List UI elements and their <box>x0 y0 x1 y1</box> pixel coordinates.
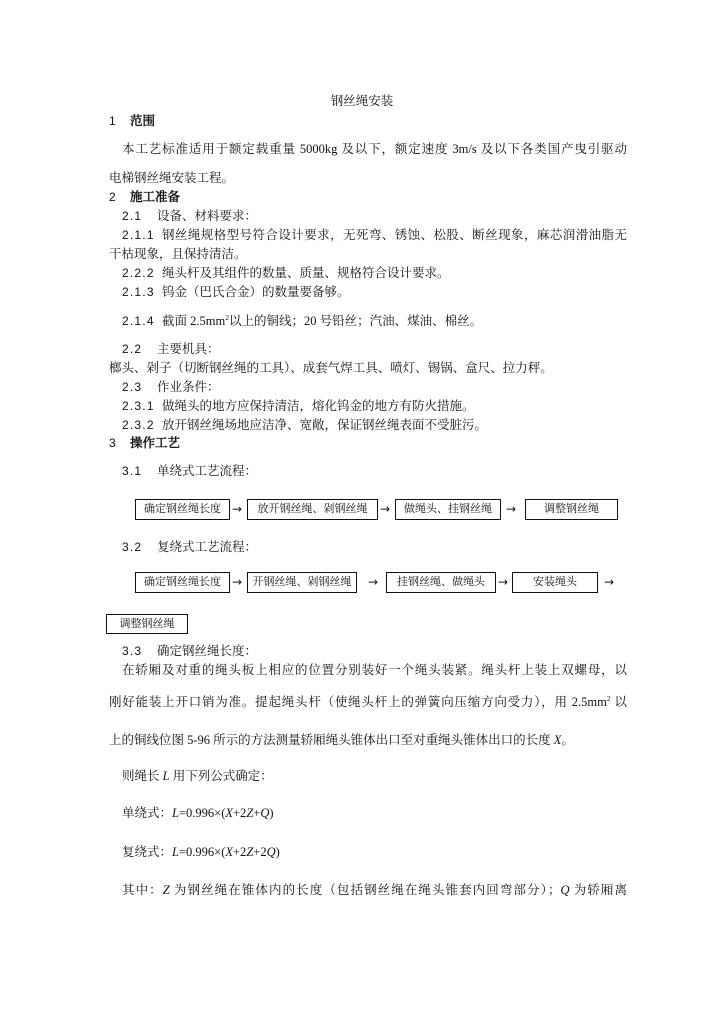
item-2-1-3-number: 2.1.3 <box>122 285 155 299</box>
rope-length-line-1: 在轿厢及对重的绳头板上相应的位置分别装好一个绳头装紧。绳头杆上装上双螺母，以 <box>122 663 627 677</box>
where-text-a: 为钢丝绳在锥体内的长度（包括钢丝绳在绳头锥套内回弯部分）； <box>169 883 561 897</box>
single-flow-step-4: 调整钢丝绳 <box>525 499 618 520</box>
item-2-1-text: 设备、材料要求： <box>157 209 258 223</box>
item-3-1-label: 单绕式工艺流程： <box>157 464 258 478</box>
where-text-b: 为轿厢离 <box>569 883 627 897</box>
where-label: 其中： <box>122 883 163 897</box>
variable-q: Q <box>266 845 276 859</box>
item-2-1-4-number: 2.1.4 <box>122 314 155 328</box>
flow-arrow-icon: → <box>368 575 379 589</box>
item-2-2-2-text: 绳头杆及其组件的数量、质量、规格符合设计要求。 <box>162 266 450 280</box>
variable-z: Z <box>246 806 254 820</box>
formula-single <box>122 805 274 821</box>
formula-part: +2 <box>253 845 267 859</box>
rope-length-line-2-b: 以 <box>610 695 627 709</box>
flow-arrow-icon: → <box>232 502 243 516</box>
item-2-1-1-line-1: 钢丝绳规格型号符合设计要求，无死弯、锈蚀、松股、断丝现象，麻芯润滑油脂无 <box>162 228 627 242</box>
formula-intro <box>122 768 273 784</box>
formula-label: 复绕式： <box>122 845 173 859</box>
formula-compound <box>122 844 280 860</box>
variable-x: X <box>553 733 562 747</box>
item-2-1-4-text <box>162 313 482 329</box>
item-2-1-1-number: 2.1.1 <box>122 228 155 242</box>
item-2-1-1-line-2: 干枯现象，且保持清洁。 <box>109 247 247 261</box>
tools-list: 榔头、剁子（切断钢丝绳的工具）、成套气焊工具、喷灯、锡锅、盒尺、拉力秤。 <box>109 361 553 375</box>
formula-part: ) <box>275 845 280 859</box>
compound-flow-step-2: 开钢丝绳、剁钢丝绳 <box>247 572 357 593</box>
item-2-1-4-text-a: 截面 2.5mm <box>162 314 226 328</box>
formula-part: =0.996×( <box>178 845 226 859</box>
compound-flow-step-1: 确定钢丝绳长度 <box>135 572 230 593</box>
formula-part: =0.996×( <box>178 806 226 820</box>
compound-flow-step-3: 挂钢丝绳、做绳头 <box>386 572 496 593</box>
item-2-2-number: 2.2 <box>122 342 143 356</box>
item-3-1-number: 3.1 <box>122 464 143 478</box>
item-2-3-2-text: 放开钢丝绳场地应洁净、宽敞，保证钢丝绳表面不受脏污。 <box>162 418 488 432</box>
formula-part: +2 <box>233 845 247 859</box>
rope-length-line-3 <box>109 732 574 748</box>
item-2-3-2-number: 2.3.2 <box>122 418 155 432</box>
superscript-2: 2 <box>606 694 611 703</box>
item-2-3-1-text: 做绳头的地方应保持清洁，熔化钨金的地方有防火措施。 <box>162 399 475 413</box>
compound-flow-step-4: 安装绳头 <box>512 572 598 593</box>
flow-arrow-icon: → <box>498 575 509 589</box>
page-title: 钢丝绳安装 <box>330 94 394 108</box>
item-2-1-3-text: 钨金（巴氏合金）的数量要备够。 <box>162 285 350 299</box>
item-2-3-number: 2.3 <box>122 380 143 394</box>
item-3-2-number: 3.2 <box>122 540 143 554</box>
formula-where <box>122 882 627 898</box>
variable-l: L <box>172 806 179 820</box>
flow-arrow-icon: → <box>506 502 517 516</box>
section-3-heading: 操作工艺 <box>130 436 181 450</box>
item-2-2-text: 主要机具： <box>157 342 220 356</box>
section-1-number: 1 <box>109 114 117 128</box>
item-3-3-label: 确定钢丝绳长度： <box>157 644 258 658</box>
single-flow-step-2: 放开钢丝绳、剁钢丝绳 <box>247 499 378 520</box>
variable-q: Q <box>560 883 570 897</box>
intro-text-a: 则绳长 <box>122 769 163 783</box>
formula-part: ) <box>269 806 274 820</box>
section-2-number: 2 <box>109 190 117 204</box>
variable-x: X <box>225 806 233 820</box>
variable-z: Z <box>246 845 254 859</box>
flow-arrow-icon: → <box>232 575 243 589</box>
section-1-heading: 范围 <box>130 114 156 128</box>
intro-text-b: 用下列公式确定： <box>169 769 273 783</box>
item-2-3-text: 作业条件： <box>157 380 220 394</box>
item-3-3-number: 3.3 <box>122 644 143 658</box>
section-2-heading: 施工准备 <box>130 190 181 204</box>
single-flow-step-3: 做绳头、挂钢丝绳 <box>395 499 501 520</box>
flow-arrow-icon: → <box>380 502 391 516</box>
item-2-2-2-number: 2.2.2 <box>122 266 155 280</box>
scope-line-2: 电梯钢丝绳安装工程。 <box>109 171 235 185</box>
flow-arrow-icon: → <box>604 575 615 589</box>
superscript-2: 2 <box>225 313 229 322</box>
variable-l: L <box>162 769 170 783</box>
item-2-3-1-number: 2.3.1 <box>122 399 155 413</box>
variable-x: X <box>225 845 233 859</box>
rope-length-line-2-a: 刚好能装上开口销为准。提起绳头杆（使绳头杆上的弹簧向压缩方向受力），用 2.5mm <box>109 695 607 709</box>
item-2-1-number: 2.1 <box>122 209 143 223</box>
single-flow-step-1: 确定钢丝绳长度 <box>135 499 230 520</box>
variable-l: L <box>172 845 179 859</box>
formula-label: 单绕式： <box>122 806 173 820</box>
formula-part: + <box>253 806 261 820</box>
line-3-text: 上的铜线位图 5-96 所示的方法测量轿厢绳头锥体出口至对重绳头锥体出口的长度 <box>109 733 554 747</box>
variable-q: Q <box>260 806 270 820</box>
scope-line-1: 本工艺标准适用于额定载重量 5000kg 及以下，额定速度 3m/s 及以下各类国产曳引驱动 <box>122 142 627 156</box>
section-3-number: 3 <box>109 436 117 450</box>
item-2-1-4-text-b: 以上的铜线；20 号铅丝；汽油、煤油、棉丝。 <box>228 314 483 328</box>
formula-part: +2 <box>233 806 247 820</box>
line-3-period: 。 <box>561 733 574 747</box>
rope-length-line-2 <box>109 694 627 710</box>
compound-flow-step-5: 调整钢丝绳 <box>106 614 188 634</box>
variable-z: Z <box>162 883 170 897</box>
item-3-2-label: 复绕式工艺流程： <box>157 540 258 554</box>
